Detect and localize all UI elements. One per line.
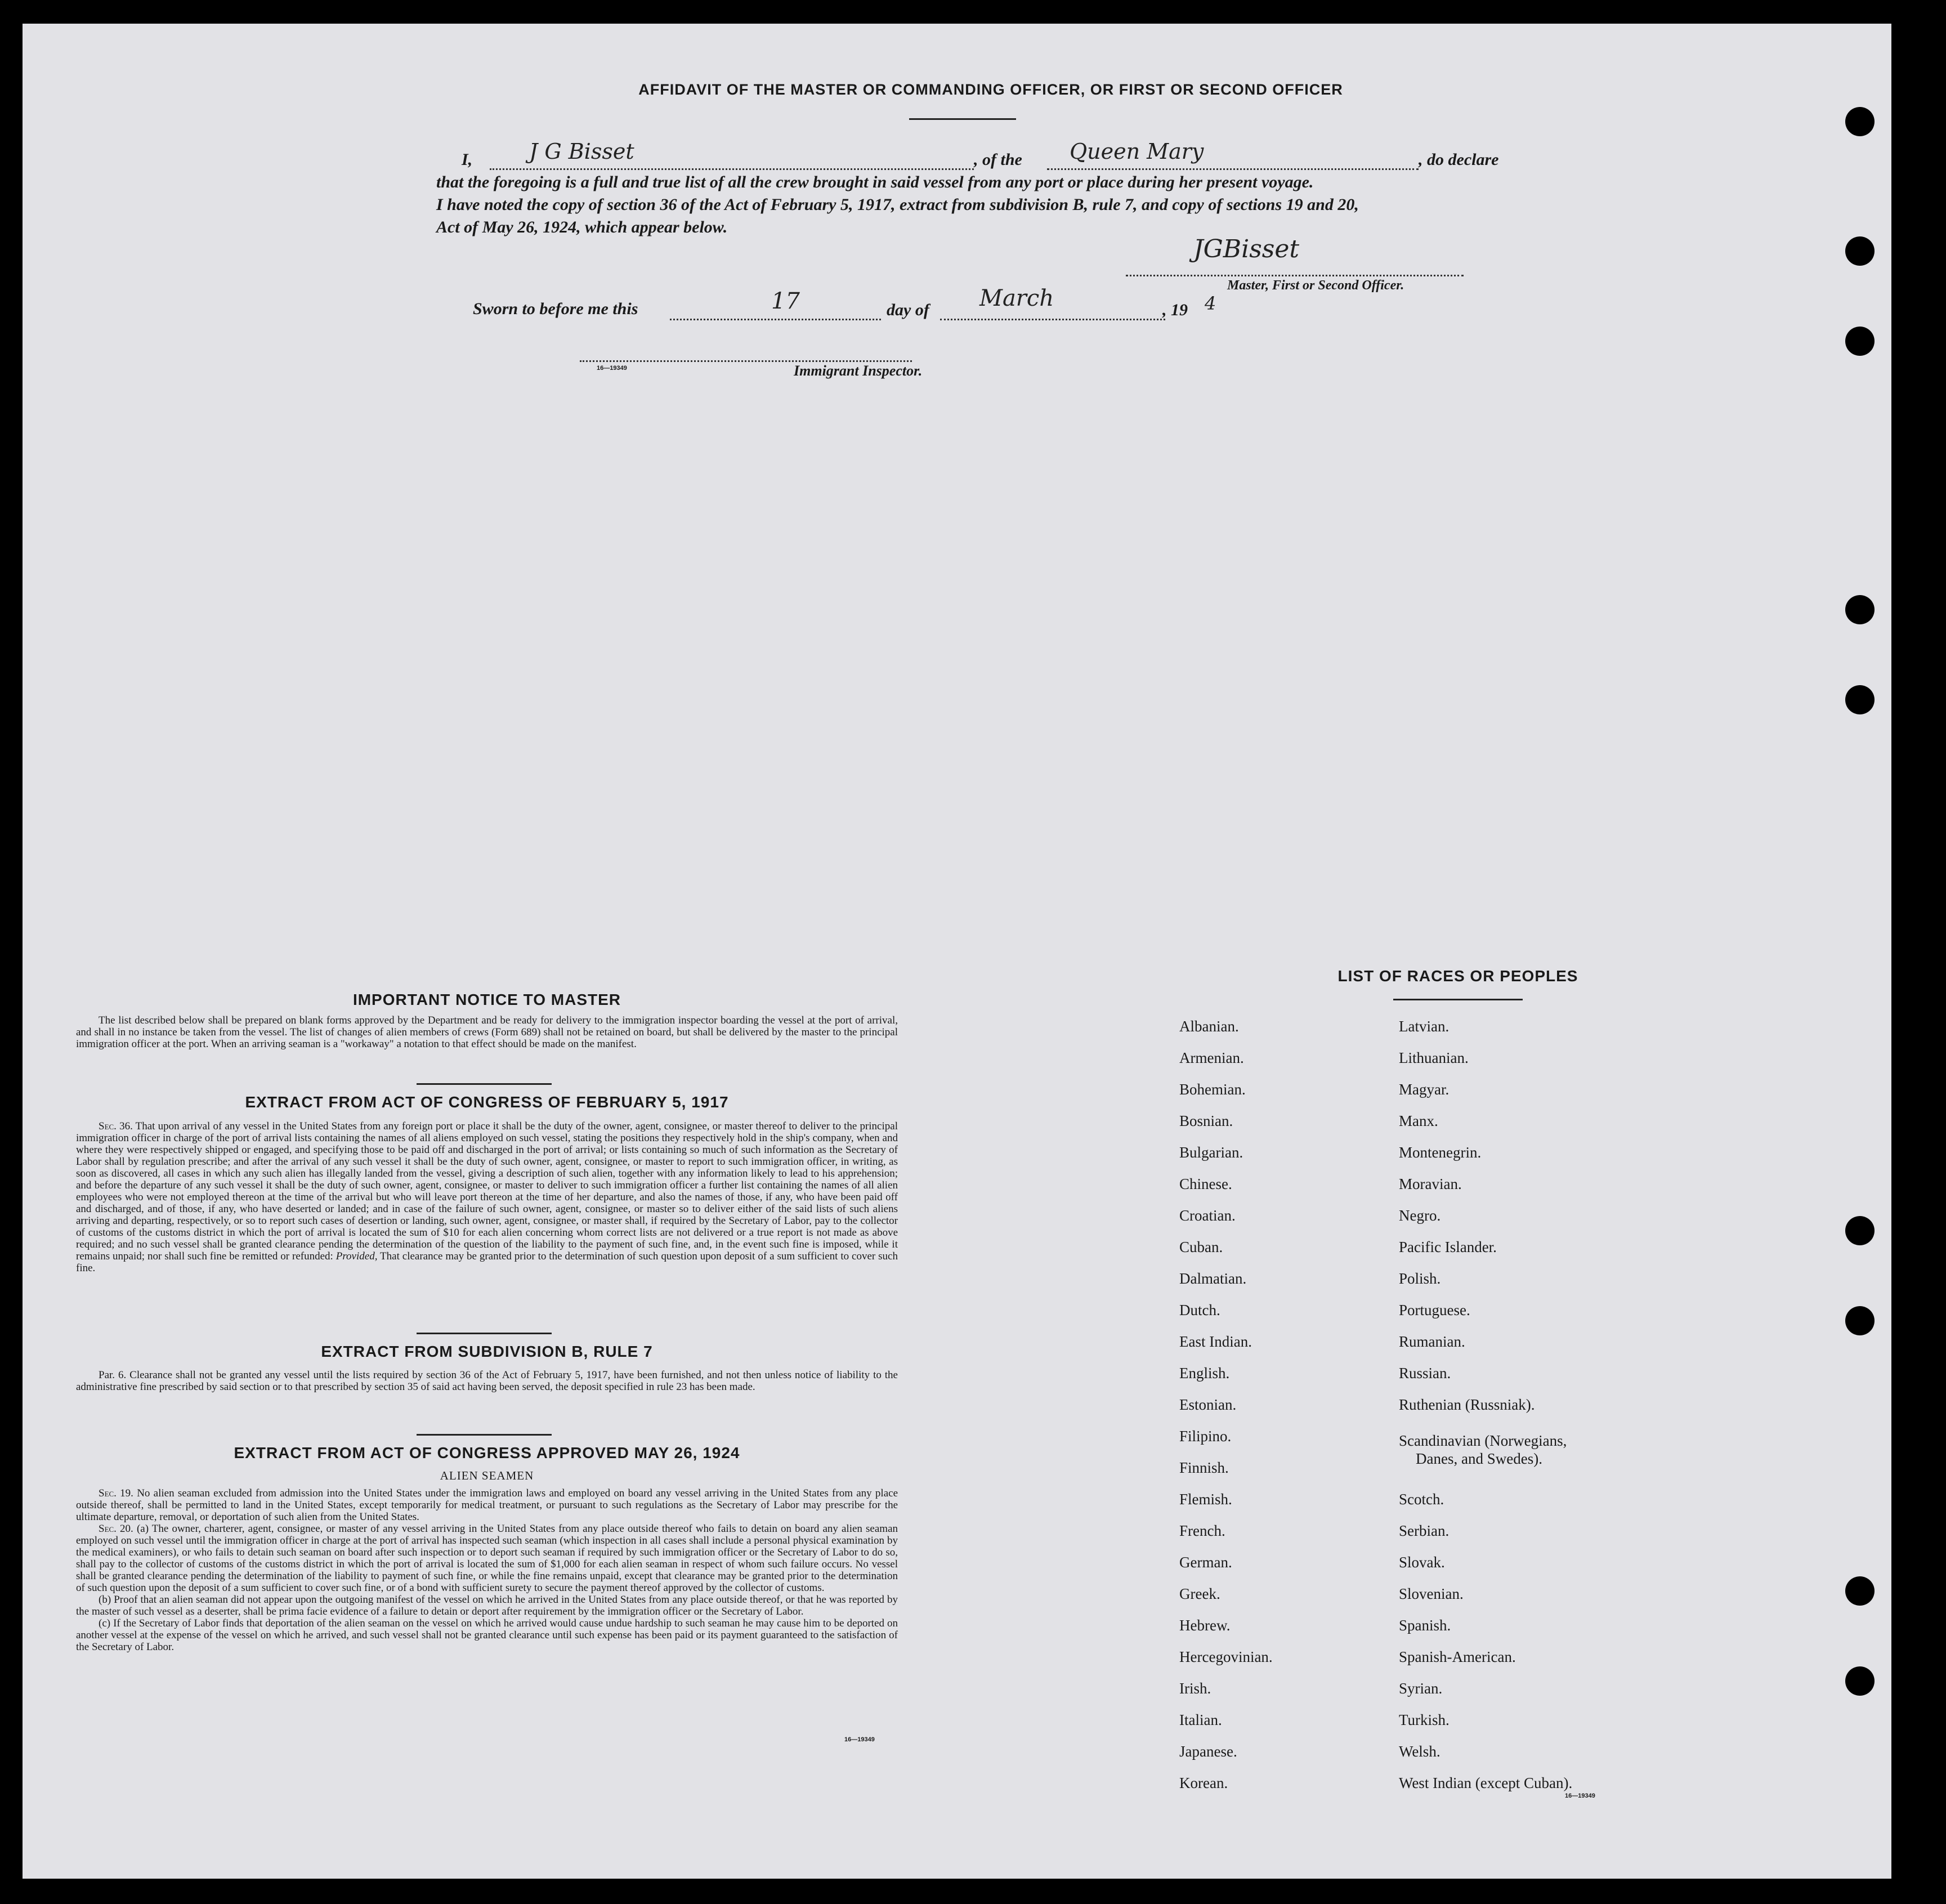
race-item: French. [1179,1522,1225,1539]
binder-hole [1845,1666,1875,1696]
form-number: 16—19349 [844,1736,875,1743]
race-item: Bulgarian. [1179,1144,1243,1161]
vessel-name-handwritten: Queen Mary [1070,139,1204,164]
sec-20a-text: (a) The owner, charterer, agent, consignee, or master of any vessel arriving in the United States from any place outside thereof who fails to detain on board any alien seaman employed on such vessel until the immigration officer in charge at the port of arrival has inspected such seaman (which inspection in all cases shall include a personal physical examination by the medical examiners), or who fails to detain such seaman on board after such inspection or to deport such seaman if required by such immigration officer or the Secretary of Labor to do so, shall pay to the collector of customs of the customs district in which the port of arrival is located the sum of $1,000 for each alien seaman in respect of whom such failure occurs. No vessel shall be granted clearance pending the determination of the liability to payment of such fine, or while the fine remains unpaid, except that clearance may be granted prior to the determination of such question upon the deposit of a sum sufficient to cover such fine, or of a bond with sufficient surety to secure the payment thereof approved by the collector of customs. [76,1523,898,1594]
affidavit-line-4: Act of May 26, 1924, which appear below. [436,218,728,236]
race-item: Bosnian. [1179,1112,1233,1129]
race-item: Italian. [1179,1711,1222,1728]
divider [417,1434,552,1436]
divider [1393,999,1523,1000]
document-page [23,24,1891,1879]
race-item: Cuban. [1179,1239,1223,1255]
affidavit-i-label: I, [462,150,473,169]
extract-1917-text [76,1120,898,1274]
divider [417,1083,552,1085]
race-item: English. [1179,1365,1230,1382]
extract-1917-title: EXTRACT FROM ACT OF CONGRESS OF FEBRUARY 5, 1917 [245,1093,729,1111]
race-item: Chinese. [1179,1176,1232,1192]
divider [909,118,1016,120]
race-item: Albanian. [1179,1018,1239,1035]
race-item: Rumanian. [1399,1333,1465,1350]
race-item: Spanish-American. [1399,1648,1516,1665]
race-item: Finnish. [1179,1459,1229,1476]
race-item: Ruthenian (Russniak). [1399,1396,1535,1413]
day-of-label: day of [887,301,929,319]
binder-hole [1845,685,1875,714]
sec-20a-paragraph [76,1523,898,1594]
inspector-line [580,360,912,362]
alien-seamen-subtitle: ALIEN SEAMEN [440,1469,534,1482]
race-item: Latvian. [1399,1018,1450,1035]
form-number: 16—19349 [597,365,627,372]
binder-hole [1845,327,1875,356]
race-item: Russian. [1399,1365,1451,1382]
race-item: Bohemian. [1179,1081,1246,1098]
affidavit-line-2: that the foregoing is a full and true list of all the crew brought in said vessel from any port or place during her present voyage. [436,173,1314,191]
sec-19-label: Sec. 19. [99,1487,133,1499]
year-prefix: , 19 [1162,301,1188,319]
provided-word: Provided, [335,1250,378,1262]
race-item: Montenegrin. [1399,1144,1482,1161]
race-item: Korean. [1179,1775,1228,1791]
race-item: Hercegovinian. [1179,1648,1273,1665]
race-item: Serbian. [1399,1522,1450,1539]
affidavit-title: AFFIDAVIT OF THE MASTER OR COMMANDING OFFICER, OR FIRST OR SECOND OFFICER [638,81,1343,98]
master-name-handwritten: J G Bisset [529,139,634,164]
race-item: Danes, and Swedes). [1416,1450,1542,1467]
sec-36-text-end: That clearance may be granted prior to the determination of such question upon deposit of a sum sufficient to cover such fine. [76,1250,898,1274]
race-item: Portuguese. [1399,1302,1470,1319]
race-item: Armenian. [1179,1049,1244,1066]
race-item: Slovenian. [1399,1585,1464,1602]
inspector-caption: Immigrant Inspector. [794,363,923,379]
race-item: Japanese. [1179,1743,1237,1760]
race-item: Dalmatian. [1179,1270,1247,1287]
binder-hole [1845,107,1875,136]
race-item: Irish. [1179,1680,1211,1697]
race-item: Manx. [1399,1112,1438,1129]
sec-36-text: That upon arrival of any vessel in the United States from any foreign port or place it shall be the duty of the owner, agent, consignee, or master thereof to deliver to the principal immigration officer in charge of the port of arrival lists containing the names of all aliens employed on such vessel, stating the positions they respectively hold in the ship's company, when and where they were respectively shipped or engaged, and specifying those to be paid off and discharged in the port of arrival; or lists containing so much of such information as the Secretary of Labor shall by regulation prescribe; and after the arrival of any such vessel it shall be the duty of such owner, agent, consignee, or master to report to such immigration officer, in writing, as soon as discovered, all cases in which any such alien has illegally landed from the vessel, giving a description of such alien, together with any information likely to lead to his apprehension; and before the departure of any such vessel it shall be the duty of such owner, agent, consignee, or master to deliver to such immigration officer a further list containing the names of all alien employees who were not employed thereon at the time of the arrival but who will leave port thereon at the time of her departure, and also the names of those, if any, who have been paid off and discharged, and of those, if any, who have deserted or landed; and in case of the failure of such owner, agent, consignee, or master so to deliver either of the said lists of such aliens arriving and departing, respectively, or so to report such cases of desertion or landing, such owner, agent, consignee, or master shall, if required by the Secretary of Labor, pay to the collector of customs of the customs district in which the port of arrival is located the sum of $10 for each alien concerning whom correct lists are not delivered or a true report is not made as above required; and no such vessel shall be granted clearance pending the determination of the question of the liability to the payment of such fine, and, in the event such fine is imposed, while it remains unpaid; nor shall such fine be remitted or refunded: [76,1120,898,1262]
name-line [490,168,974,170]
race-item: Spanish. [1399,1617,1451,1634]
race-item: Filipino. [1179,1428,1232,1445]
race-item: Syrian. [1399,1680,1443,1697]
race-item: Greek. [1179,1585,1220,1602]
sec-19-paragraph [76,1487,898,1523]
sec-20-label: Sec. 20. [99,1523,133,1535]
race-item: Polish. [1399,1270,1441,1287]
race-item: Turkish. [1399,1711,1450,1728]
extract-1924-title: EXTRACT FROM ACT OF CONGRESS APPROVED MAY 26, 1924 [234,1444,740,1461]
notice-title: IMPORTANT NOTICE TO MASTER [352,991,621,1008]
affidavit-line-3: I have noted the copy of section 36 of the Act of February 5, 1917, extract from subdivision B, rule 7, and copy of sections 19 and 20, [436,195,1359,214]
race-item: Slovak. [1399,1554,1445,1571]
sec-20b-paragraph: (b) Proof that an alien seaman did not appear upon the outgoing manifest of the vessel on which he arrived in the United States from any place outside thereof, or that he was reported by the master of such vessel as a deserter, shall be prima facie evidence of a failure to detain or deport after requirement by the immigration officer or the Secretary of Labor. [76,1594,898,1617]
notice-text [76,1014,898,1050]
race-item: Welsh. [1399,1743,1441,1760]
month-line [940,319,1165,320]
binder-hole [1845,595,1875,624]
sec-36-label: Sec. 36. [99,1120,133,1132]
sworn-label: Sworn to before me this [473,300,638,318]
race-item: East Indian. [1179,1333,1252,1350]
divider [417,1333,552,1334]
notice-paragraph: The list described below shall be prepared on blank forms approved by the Department and be ready for delivery to the immigration inspector boarding the vessel at the port of arrival, and shall in no instance be taken from the vessel. The list of changes of alien members of crews (Form 689) shall not be retained on board, but shall be delivered by the master to the principal immigration officer at the port. When an arriving seaman is a "workaway" a notation to that effect should be made on the manifest. [76,1014,898,1050]
race-item: Magyar. [1399,1081,1450,1098]
signature-line [1126,275,1464,276]
sec-19-text: No alien seaman excluded from admission into the United States under the immigration laws and employed on board any vessel arriving in the United States from any place outside thereof, shall be permitted to land in the United States, except temporarily for medical treatment, or pursuant to such regulations as the Secretary of Labor may prescribe for the ultimate departure, removal, or deportation of such alien from the United States. [76,1487,898,1523]
rule-7-title: EXTRACT FROM SUBDIVISION B, RULE 7 [321,1343,653,1360]
day-handwritten: 17 [771,288,800,314]
of-the-label: , of the [974,150,1022,169]
race-item: Dutch. [1179,1302,1220,1319]
race-item: Scotch. [1399,1491,1444,1508]
sec-36-paragraph [76,1120,898,1274]
do-declare-label: , do declare [1419,150,1499,169]
race-item: Estonian. [1179,1396,1237,1413]
form-number: 16—19349 [1565,1793,1595,1799]
race-item: Pacific Islander. [1399,1239,1497,1255]
race-item: German. [1179,1554,1232,1571]
rule-7-paragraph: Par. 6. Clearance shall not be granted any vessel until the lists required by section 36 of the Act of February 5, 1917, have been furnished, and not then unless notice of liability to the administrative fine prescribed by said section or to that prescribed by section 35 of said act having been served, the deposit specified in rule 23 has been made. [76,1369,898,1393]
race-item: Flemish. [1179,1491,1232,1508]
race-item: Negro. [1399,1207,1441,1224]
day-line [670,319,881,320]
month-handwritten: March [979,285,1054,311]
master-signature-handwritten: JGBisset [1193,235,1300,263]
extract-1924-text [76,1487,898,1653]
signature-caption: Master, First or Second Officer. [1227,278,1404,293]
race-item: Lithuanian. [1399,1049,1469,1066]
binder-hole [1845,1216,1875,1245]
race-item: Moravian. [1399,1176,1462,1192]
binder-hole [1845,1306,1875,1335]
race-item: Hebrew. [1179,1617,1231,1634]
race-item: Scandinavian (Norwegians, [1399,1432,1567,1449]
vessel-line [1047,168,1419,170]
race-item: West Indian (except Cuban). [1399,1775,1573,1791]
year-handwritten: 4 [1205,293,1216,314]
binder-hole [1845,236,1875,266]
rule-7-text [76,1369,898,1393]
binder-hole [1845,1576,1875,1606]
sec-20c-paragraph: (c) If the Secretary of Labor finds that deportation of the alien seaman on the vessel on which he arrived would cause undue hardship to such seaman he may cause him to be deported on another vessel at the expense of the vessel on which he arrived, and such vessel shall not be granted clearance until such expense has been paid or its payment guaranteed to the satisfaction of the Secretary of Labor. [76,1617,898,1653]
race-item: Croatian. [1179,1207,1236,1224]
races-title: LIST OF RACES OR PEOPLES [1337,967,1578,985]
